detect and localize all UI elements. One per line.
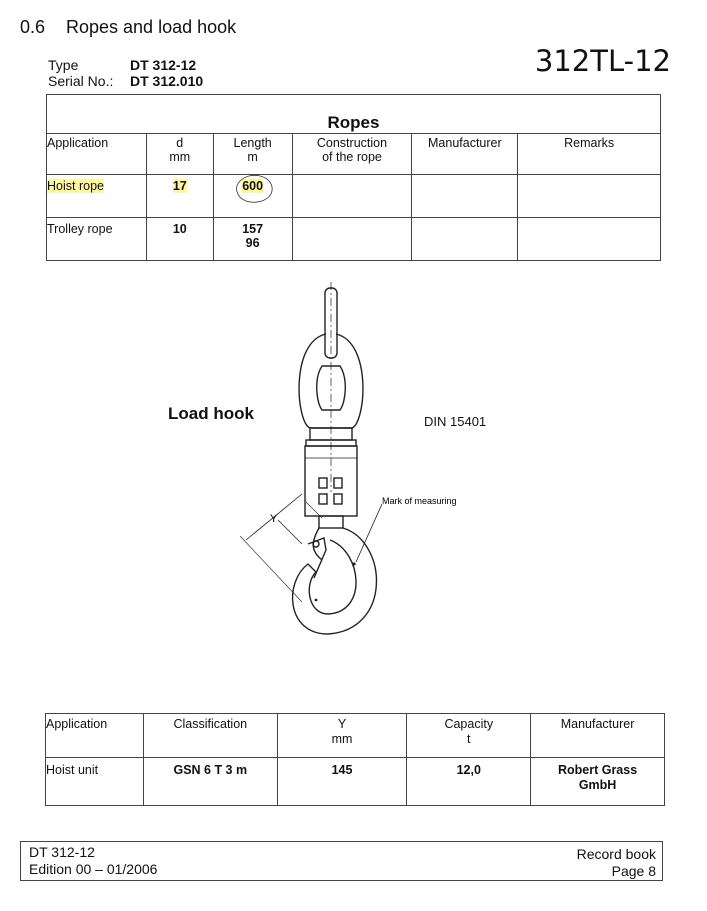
cell-diameter: 10	[146, 218, 213, 261]
circled-mark-icon	[228, 173, 278, 207]
ropes-title: Ropes	[47, 95, 661, 134]
table-row	[47, 218, 661, 261]
header-application: Application	[47, 134, 147, 175]
type-block	[48, 57, 203, 89]
cell-length: 600	[213, 175, 292, 218]
header-manufacturer: Manufacturer	[412, 134, 518, 175]
header-length: Length m	[213, 134, 292, 175]
cell-application: Hoist rope	[47, 175, 147, 218]
footer-page: Page 8	[611, 863, 656, 879]
header-classification: Classification	[143, 714, 277, 758]
header-y: Y mm	[277, 714, 407, 758]
section-heading	[20, 17, 236, 38]
cell-classification: GSN 6 T 3 m	[143, 758, 277, 806]
dimension-label: Y	[270, 513, 278, 525]
footer-doc: DT 312-12	[29, 844, 95, 860]
cell-manufacturer: Robert Grass GmbH	[531, 758, 665, 806]
page-footer	[20, 841, 663, 881]
header-capacity: Capacity t	[407, 714, 531, 758]
mark-of-measuring-label: Mark of measuring	[382, 496, 457, 506]
header-construction: Construction of the rope	[292, 134, 412, 175]
cell-remarks	[518, 175, 661, 218]
serial-value: DT 312.010	[130, 73, 204, 89]
document-code: 312TL-12	[534, 44, 671, 78]
load-hook-drawing	[230, 282, 480, 647]
cell-manufacturer	[412, 218, 518, 261]
serial-label: Serial No.:	[48, 73, 114, 89]
cell-length: 157 96	[213, 218, 292, 261]
cell-capacity: 12,0	[407, 758, 531, 806]
section-number: 0.6	[20, 17, 46, 37]
hook-header-row	[46, 714, 665, 758]
cell-construction	[292, 175, 412, 218]
load-hook-label: Load hook	[168, 404, 254, 423]
footer-edition: Edition 00 – 01/2006	[29, 861, 158, 877]
footer-left	[29, 844, 157, 878]
header-manufacturer: Manufacturer	[531, 714, 665, 758]
table-row	[46, 758, 665, 806]
table-row	[47, 175, 661, 218]
header-diameter: d mm	[146, 134, 213, 175]
cell-manufacturer	[412, 175, 518, 218]
header-remarks: Remarks	[518, 134, 661, 175]
cell-remarks	[518, 218, 661, 261]
cell-construction	[292, 218, 412, 261]
cell-application: Trolley rope	[47, 218, 147, 261]
cell-y: 145	[277, 758, 407, 806]
type-label: Type	[48, 57, 79, 73]
ropes-header-row	[47, 134, 661, 175]
ropes-table	[46, 94, 661, 261]
footer-book: Record book	[576, 846, 656, 862]
header-application: Application	[46, 714, 144, 758]
din-standard-label: DIN 15401	[424, 414, 487, 429]
type-value: DT 312-12	[130, 57, 197, 73]
footer-right	[577, 846, 656, 880]
cell-diameter: 17	[146, 175, 213, 218]
section-title: Ropes and load hook	[66, 17, 237, 37]
cell-application: Hoist unit	[46, 758, 144, 806]
hook-table	[45, 713, 665, 806]
